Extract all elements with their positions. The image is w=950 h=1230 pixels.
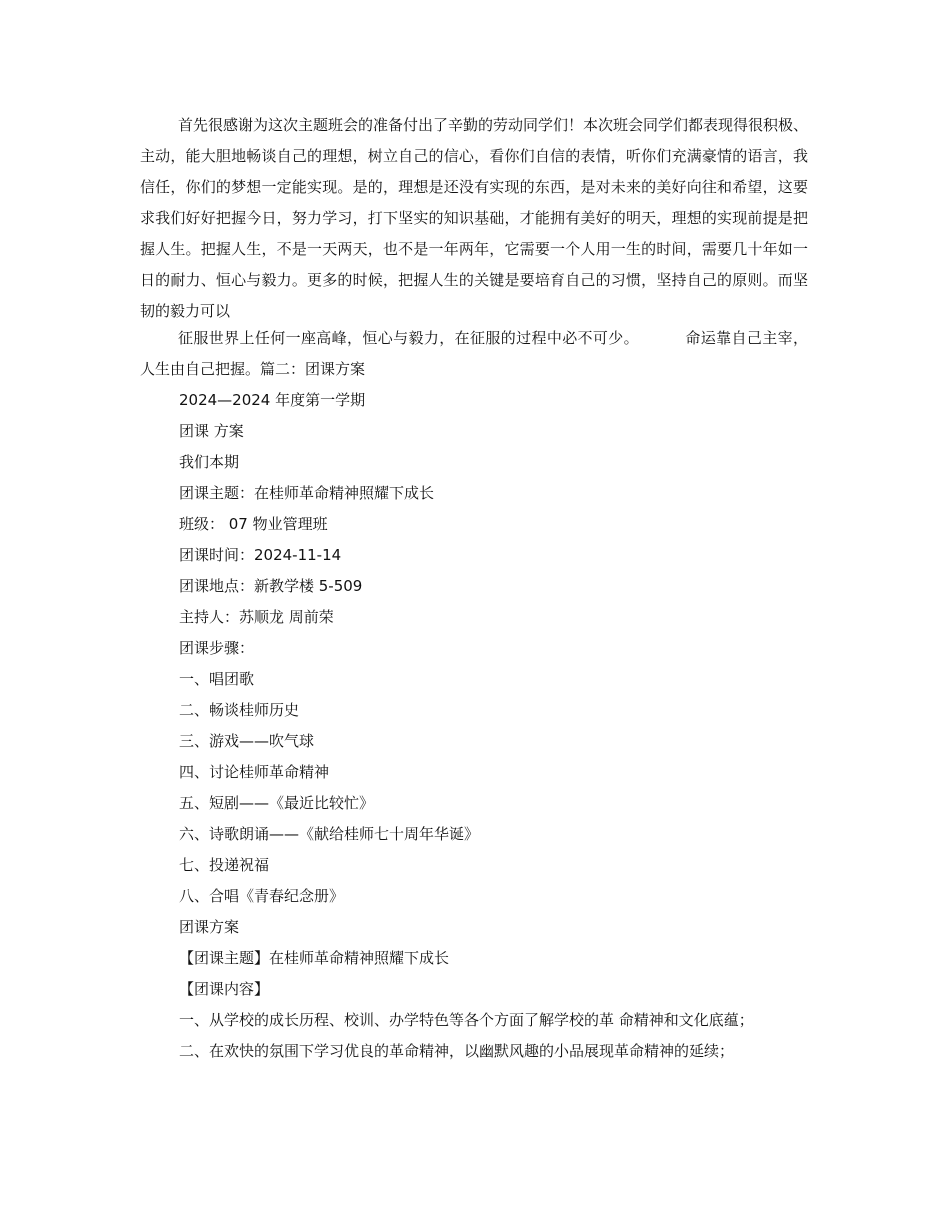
host-line: 主持人：苏顺龙 周前荣 — [179, 608, 334, 626]
steps-heading: 团课步骤： — [179, 639, 255, 657]
theme-line: 【团课主题】在桂师革命精神照耀下成长 — [179, 949, 450, 967]
time-line: 团课时间：2024-11-14 — [179, 546, 342, 564]
period-line: 我们本期 — [179, 453, 240, 471]
step-item: 五、短剧——《最近比较忙》 — [179, 794, 375, 812]
step-item: 七、投递祝福 — [179, 856, 270, 874]
content-item: 二、在欢快的氛围下学习优良的革命精神，以幽默风趣的小品展现革命精神的延续； — [179, 1042, 735, 1060]
step-item: 六、诗歌朗诵——《献给桂师七十周年华诞》 — [179, 825, 480, 843]
paragraph-conclusion-part1: 征服世界上任何一座高峰，恒心与毅力，在征服的过程中必不可少。 — [178, 329, 640, 347]
step-item: 三、游戏——吹气球 — [179, 732, 315, 750]
step-item: 一、唱团歌 — [179, 670, 255, 688]
location-line: 团课地点：新教学楼 5-509 — [179, 577, 363, 595]
topic-line: 团课主题：在桂师革命精神照耀下成长 — [179, 484, 435, 502]
paragraph-intro: 首先很感谢为这次主题班会的准备付出了辛勤的劳动同学们！本次班会同学们都表现得很积极、主动，能大胆地畅谈自己的理想，树立自己的信心，看你们自信的表情，听你们充满豪情的语言，我信任，你们的梦想一定能实现。是的，理想是还没有实现的东西，是对未来的美好向往和希望，这要求我们好好把握今日，努力学习，打下坚实的知识基础，才能拥有美好的明天，理想的实现前提是把握人生。把握人生，不是一天两天，也不是一年两年，它需要一个人用一生的时间，需要几十年如一日的耐力、恒心与毅力。更多的时候，把握人生的关键是要培育自己的习惯，坚持自己的原则。而坚韧的毅力可以 — [140, 116, 809, 320]
plan-lines — [179, 385, 754, 1067]
class-line: 班级： 07 物业管理班 — [179, 515, 328, 533]
content-item: 一、从学校的成长历程、校训、办学特色等各个方面了解学校的革 命精神和文化底蕴； — [179, 1011, 754, 1029]
semester-line: 2024—2024 年度第一学期 — [179, 391, 366, 409]
step-item: 八、合唱《青春纪念册》 — [179, 887, 345, 905]
step-item: 二、畅谈桂师历史 — [179, 701, 300, 719]
plan-heading: 团课 方案 — [179, 422, 244, 440]
plan-subheading: 团课方案 — [179, 918, 240, 936]
paragraph-conclusion — [140, 323, 808, 385]
paragraph-conclusion-part2: 命运靠自己主宰，人生由自己把握。篇二：团课方案 — [140, 329, 808, 378]
step-item: 四、讨论桂师革命精神 — [179, 763, 330, 781]
content-heading: 【团课内容】 — [179, 980, 270, 998]
